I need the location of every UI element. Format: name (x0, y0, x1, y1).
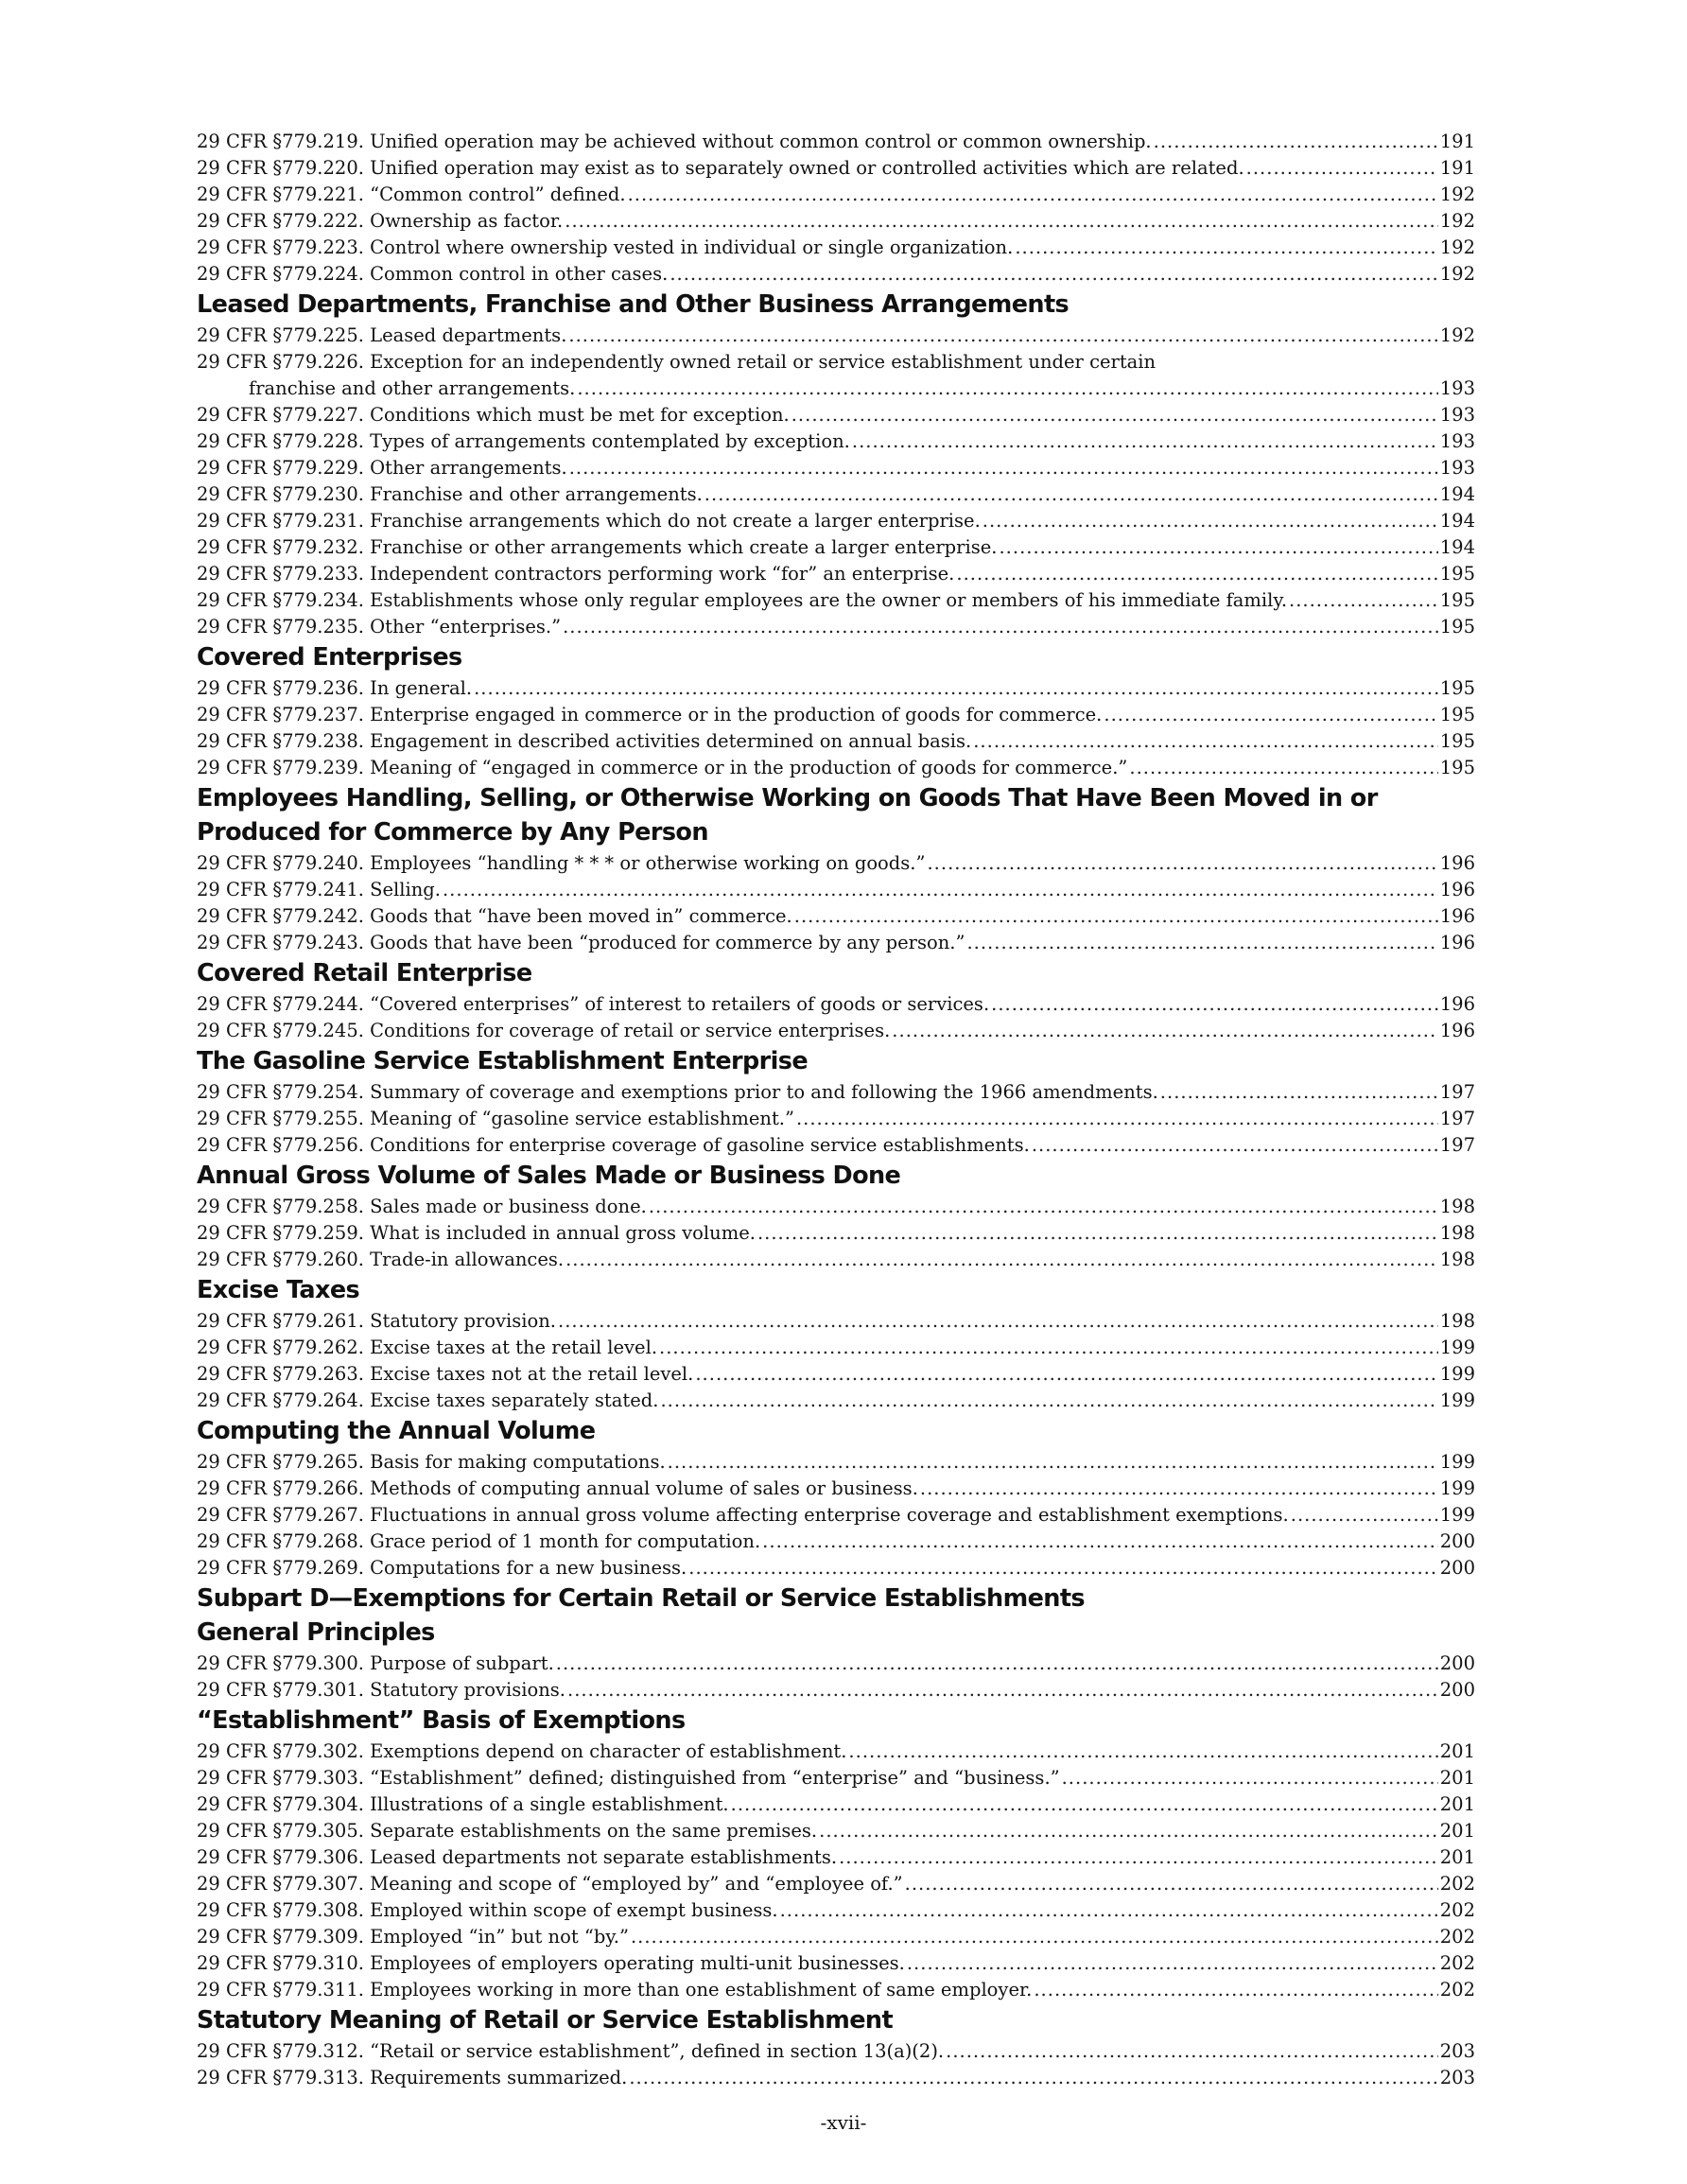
toc-entry-title: 29 CFR §779.305. Separate establishments on the same premises. (197, 1820, 818, 1842)
toc-page-number: 200 (1439, 1652, 1475, 1674)
toc-page-number: 200 (1439, 1679, 1475, 1701)
toc-entry[interactable] (197, 1476, 1475, 1502)
toc-entry[interactable] (197, 129, 1475, 155)
toc-entry[interactable] (197, 534, 1475, 561)
dot-leader (659, 1335, 1438, 1361)
dot-leader (848, 1738, 1437, 1765)
toc-entry-title: 29 CFR §779.225. Leased departments. (197, 324, 567, 346)
toc-page-number: 193 (1439, 430, 1475, 452)
toc-entry[interactable] (197, 1555, 1475, 1581)
toc-entry[interactable] (197, 182, 1475, 208)
toc-entry-title: 29 CFR §779.241. Selling. (197, 879, 441, 900)
toc-page-number: 193 (1439, 404, 1475, 426)
section-heading: The Gasoline Service Establishment Enterprise (197, 1047, 809, 1075)
toc-entry[interactable] (197, 235, 1475, 261)
section-heading: “Establishment” Basis of Exemptions (197, 1706, 686, 1735)
toc-page-number: 199 (1439, 1504, 1475, 1526)
toc-entry[interactable] (197, 1247, 1475, 1273)
toc-entry-title: 29 CFR §779.255. Meaning of “gasoline service establishment.” (197, 1108, 794, 1129)
dot-leader (670, 261, 1437, 288)
toc-entry-title: 29 CFR §779.302. Exemptions depend on character of establishment. (197, 1740, 847, 1762)
toc-entry[interactable] (197, 614, 1475, 640)
toc-entry[interactable] (197, 1871, 1475, 1897)
toc-page-number: 195 (1439, 589, 1475, 611)
dot-leader (568, 323, 1437, 349)
toc-entry-title: 29 CFR §779.243. Goods that have been “produced for commerce by any person.” (197, 932, 965, 953)
toc-page-number: 195 (1439, 730, 1475, 752)
dot-leader (1034, 1977, 1437, 2003)
toc-page-number: 197 (1439, 1134, 1475, 1156)
toc-entry-title: 29 CFR §779.237. Enterprise engaged in commerce or in the production of goods for commerce. (197, 704, 1103, 725)
dot-leader (649, 1194, 1438, 1220)
toc-entry-title: 29 CFR §779.239. Meaning of “engaged in commerce or in the production of goods for commerce.” (197, 757, 1128, 778)
toc-page-number: 192 (1439, 183, 1475, 205)
toc-entry-title: 29 CFR §779.301. Statutory provisions. (197, 1679, 565, 1701)
toc-entry-title: 29 CFR §779.261. Statutory provision. (197, 1310, 556, 1332)
toc-entry[interactable] (197, 481, 1475, 508)
toc-entry[interactable] (197, 155, 1475, 182)
toc-page-number: 199 (1439, 1363, 1475, 1385)
toc-entry[interactable] (197, 2038, 1475, 2065)
toc-entry[interactable] (197, 1651, 1475, 1677)
toc-entry-title: 29 CFR §779.254. Summary of coverage and exemptions prior to and following the 1966 amendments. (197, 1081, 1158, 1103)
dot-leader (905, 1871, 1438, 1897)
toc-entry[interactable] (197, 587, 1475, 614)
toc-entry[interactable] (197, 1529, 1475, 1555)
toc-entry-title: 29 CFR §779.220. Unified operation may exist as to separately owned or controlled activities which are related. (197, 157, 1244, 179)
toc-entry[interactable] (197, 349, 1475, 402)
toc-page-number: 202 (1439, 1873, 1475, 1895)
toc-page-number: 192 (1439, 324, 1475, 346)
toc-page-number: 195 (1439, 616, 1475, 638)
dot-leader (1291, 1502, 1438, 1529)
toc-entry[interactable] (197, 1335, 1475, 1361)
toc-entry-title: 29 CFR §779.259. What is included in annual gross volume. (197, 1222, 756, 1244)
dot-leader (852, 428, 1438, 455)
toc-entry[interactable] (197, 261, 1475, 288)
dot-leader (819, 1818, 1438, 1844)
dot-leader (567, 1677, 1438, 1704)
dot-leader (565, 208, 1438, 235)
toc-page-number: 195 (1439, 757, 1475, 778)
toc-entry[interactable] (197, 428, 1475, 455)
toc-entry[interactable] (197, 402, 1475, 428)
section-heading: Covered Enterprises (197, 643, 462, 672)
toc-entry[interactable] (197, 702, 1475, 728)
toc-page-number: 196 (1439, 879, 1475, 900)
toc-entry[interactable] (197, 1388, 1475, 1414)
dot-leader (927, 850, 1437, 877)
toc-page-number: 194 (1439, 536, 1475, 558)
toc-page-number: 196 (1439, 905, 1475, 927)
section-heading: Produced for Commerce by Any Person (197, 818, 708, 847)
toc-entry[interactable] (197, 455, 1475, 481)
toc-page-number: 198 (1439, 1249, 1475, 1270)
toc-entry-title: 29 CFR §779.307. Meaning and scope of “employed by” and “employee of.” (197, 1873, 903, 1895)
toc-page-number: 193 (1439, 457, 1475, 479)
toc-entry-title: 29 CFR §779.264. Excise taxes separately stated. (197, 1389, 659, 1411)
toc-page-number: 201 (1439, 1820, 1475, 1842)
toc-entry-title: 29 CFR §779.228. Types of arrangements contemplated by exception. (197, 430, 850, 452)
toc-entry[interactable] (197, 1361, 1475, 1388)
toc-entry-title: 29 CFR §779.309. Employed “in” but not “by.” (197, 1926, 629, 1948)
dot-leader (966, 930, 1437, 956)
toc-entry[interactable] (197, 755, 1475, 781)
toc-page-number: 191 (1439, 157, 1475, 179)
dot-leader (1246, 155, 1438, 182)
toc-entry-title: 29 CFR §779.240. Employees “handling * * * or otherwise working on goods.” (197, 852, 926, 874)
dot-leader (628, 182, 1438, 208)
toc-page-number: 196 (1439, 852, 1475, 874)
toc-entry[interactable] (197, 728, 1475, 755)
toc-page-number: 191 (1439, 131, 1475, 152)
toc-entry[interactable] (197, 930, 1475, 956)
dot-leader (1289, 587, 1438, 614)
toc-entry-title: 29 CFR §779.226. Exception for an independently owned retail or service establishment under certain (197, 351, 1157, 373)
dot-leader (973, 728, 1438, 755)
dot-leader (556, 1651, 1438, 1677)
dot-leader (983, 508, 1438, 534)
dot-leader (660, 1388, 1437, 1414)
toc-page-number: 202 (1439, 1899, 1475, 1921)
toc-entry[interactable] (197, 1308, 1475, 1335)
toc-entry[interactable] (197, 1950, 1475, 1977)
dot-leader (668, 1449, 1438, 1476)
section-heading: General Principles (197, 1618, 435, 1647)
toc-entry-title: 29 CFR §779.236. In general. (197, 677, 473, 699)
toc-entry[interactable] (197, 1765, 1475, 1791)
toc-entry-title: 29 CFR §779.222. Ownership as factor. (197, 210, 564, 232)
toc-entry[interactable] (197, 675, 1475, 702)
dot-leader (999, 534, 1437, 561)
dot-leader (577, 376, 1437, 402)
toc-entry-title: 29 CFR §779.232. Franchise or other arrangements which create a larger enterprise. (197, 536, 998, 558)
page-number: -xvii- (820, 2111, 867, 2134)
toc-entry-title: 29 CFR §779.312. “Retail or service establishment”, defined in section 13(a)(2). (197, 2040, 945, 2062)
toc-page-number: 196 (1439, 932, 1475, 953)
toc-entry-title: 29 CFR §779.269. Computations for a new business. (197, 1557, 687, 1579)
toc-entry-title: 29 CFR §779.238. Engagement in described activities determined on annual basis. (197, 730, 972, 752)
toc-page-number: 201 (1439, 1793, 1475, 1815)
toc-entry-title: 29 CFR §779.244. “Covered enterprises” of interest to retailers of goods or services. (197, 993, 990, 1015)
toc-entry[interactable] (197, 2065, 1475, 2091)
toc-entry-title: 29 CFR §779.256. Conditions for enterprise coverage of gasoline service establishments. (197, 1134, 1030, 1156)
toc-page-number: 192 (1439, 263, 1475, 285)
toc-entry-title: 29 CFR §779.311. Employees working in more than one establishment of same employer. (197, 1979, 1033, 2001)
toc-entry[interactable] (197, 561, 1475, 587)
section-heading: Annual Gross Volume of Sales Made or Business Done (197, 1162, 901, 1190)
toc-entry-title: 29 CFR §779.266. Methods of computing annual volume of sales or business. (197, 1477, 918, 1499)
toc-entry-title: 29 CFR §779.235. Other “enterprises.” (197, 616, 562, 638)
toc-entry[interactable] (197, 208, 1475, 235)
toc-entry-title: 29 CFR §779.304. Illustrations of a single establishment. (197, 1793, 729, 1815)
toc-entry-title: 29 CFR §779.234. Establishments whose only regular employees are the owner or members of his immediate family. (197, 589, 1288, 611)
toc-entry-title: 29 CFR §779.219. Unified operation may be achieved without common control or common ownership. (197, 131, 1152, 152)
dot-leader (631, 1924, 1438, 1950)
toc-page-number: 192 (1439, 236, 1475, 258)
dot-leader (991, 991, 1438, 1018)
toc-page-number: 201 (1439, 1767, 1475, 1789)
dot-leader (907, 1950, 1438, 1977)
toc-entry[interactable] (197, 1449, 1475, 1476)
toc-entry-title: 29 CFR §779.245. Conditions for coverage of retail or service enterprises. (197, 1020, 891, 1041)
toc-entry[interactable] (197, 1791, 1475, 1818)
toc-page-number: 194 (1439, 510, 1475, 532)
toc-page-number: 195 (1439, 563, 1475, 585)
toc-entry-title: 29 CFR §779.262. Excise taxes at the retail level. (197, 1337, 658, 1358)
dot-leader (780, 1897, 1438, 1924)
toc-entry[interactable] (197, 1079, 1475, 1106)
toc-entry-title: 29 CFR §779.258. Sales made or business done. (197, 1196, 647, 1217)
toc-entry[interactable] (197, 903, 1475, 930)
section-heading: Statutory Meaning of Retail or Service Establishment (197, 2006, 894, 2035)
toc-entry-title: 29 CFR §779.260. Trade-in allowances. (197, 1249, 565, 1270)
toc-entry-title: 29 CFR §779.300. Purpose of subpart. (197, 1652, 554, 1674)
dot-leader (794, 903, 1438, 930)
toc-entry[interactable] (197, 1018, 1475, 1044)
toc-page-number: 201 (1439, 1846, 1475, 1868)
toc-entry[interactable] (197, 1897, 1475, 1924)
toc-entry-title: 29 CFR §779.313. Requirements summarized. (197, 2067, 628, 2088)
toc-page-number: 196 (1439, 993, 1475, 1015)
dot-leader (892, 1018, 1437, 1044)
toc-entry[interactable] (197, 1677, 1475, 1704)
dot-leader (1104, 702, 1437, 728)
toc-entry-title: 29 CFR §779.231. Franchise arrangements which do not create a larger enterprise. (197, 510, 981, 532)
dot-leader (1062, 1765, 1438, 1791)
toc-page-number: 199 (1439, 1337, 1475, 1358)
toc-entry-title: 29 CFR §779.229. Other arrangements. (197, 457, 567, 479)
toc-page-number: 203 (1439, 2040, 1475, 2062)
section-heading: Employees Handling, Selling, or Otherwise Working on Goods That Have Been Moved in or (197, 784, 1378, 812)
toc-entry[interactable] (197, 1194, 1475, 1220)
toc-entry-title: 29 CFR §779.310. Employees of employers operating multi-unit businesses. (197, 1952, 905, 1974)
section-heading: Leased Departments, Franchise and Other Business Arrangements (197, 290, 1070, 319)
dot-leader (443, 877, 1438, 903)
dot-leader (762, 1529, 1438, 1555)
dot-leader (704, 481, 1438, 508)
toc-page-number: 193 (1439, 377, 1475, 399)
toc-entry[interactable] (197, 1977, 1475, 2003)
toc-entry[interactable] (197, 1502, 1475, 1529)
toc-page-number: 196 (1439, 1020, 1475, 1041)
dot-leader (791, 402, 1438, 428)
toc-page-number: 197 (1439, 1081, 1475, 1103)
toc-page-number: 198 (1439, 1196, 1475, 1217)
toc-page-number: 200 (1439, 1557, 1475, 1579)
toc-entry[interactable] (197, 1924, 1475, 1950)
dot-leader (731, 1791, 1438, 1818)
toc-page-number: 199 (1439, 1451, 1475, 1473)
toc-page-number: 198 (1439, 1310, 1475, 1332)
toc-entry-title: 29 CFR §779.265. Basis for making computations. (197, 1451, 666, 1473)
toc-entry-title: 29 CFR §779.306. Leased departments not separate establishments. (197, 1846, 838, 1868)
toc-entry-title: 29 CFR §779.242. Goods that “have been moved in” commerce. (197, 905, 792, 927)
dot-leader (629, 2065, 1437, 2091)
toc-entry-title: 29 CFR §779.263. Excise taxes not at the retail level. (197, 1363, 694, 1385)
toc-entry[interactable] (197, 1844, 1475, 1871)
toc-page-number: 195 (1439, 677, 1475, 699)
dot-leader (695, 1361, 1437, 1388)
dot-leader (1129, 755, 1437, 781)
section-heading: Covered Retail Enterprise (197, 959, 532, 987)
dot-leader (1032, 1132, 1438, 1159)
dot-leader (1154, 129, 1438, 155)
toc-entry-title: 29 CFR §779.267. Fluctuations in annual gross volume affecting enterprise coverage and establishment exemptions. (197, 1504, 1289, 1526)
toc-page-number: 197 (1439, 1108, 1475, 1129)
dot-leader (757, 1220, 1438, 1247)
toc-entry[interactable] (197, 1132, 1475, 1159)
toc-page-number: 202 (1439, 1979, 1475, 2001)
dot-leader (474, 675, 1438, 702)
dot-leader (920, 1476, 1438, 1502)
dot-leader (839, 1844, 1438, 1871)
toc-entry[interactable] (197, 1738, 1475, 1765)
toc-page-number: 200 (1439, 1530, 1475, 1552)
dot-leader (1160, 1079, 1438, 1106)
toc-entry[interactable] (197, 1818, 1475, 1844)
toc-entry[interactable] (197, 1106, 1475, 1132)
dot-leader (1015, 235, 1437, 261)
toc-page-number: 194 (1439, 483, 1475, 505)
toc-page-number: 202 (1439, 1926, 1475, 1948)
toc-page-number: 195 (1439, 704, 1475, 725)
toc-entry-title: 29 CFR §779.221. “Common control” defined. (197, 183, 626, 205)
dot-leader (565, 1247, 1438, 1273)
toc-entry-title: 29 CFR §779.233. Independent contractors performing work “for” an enterprise. (197, 563, 955, 585)
section-heading: Subpart D—Exemptions for Certain Retail or Service Establishments (197, 1584, 1086, 1613)
toc-page-number: 192 (1439, 210, 1475, 232)
table-of-contents (197, 129, 1475, 2091)
toc-entry[interactable] (197, 877, 1475, 903)
toc-page-number: 203 (1439, 2067, 1475, 2088)
toc-entry-title: 29 CFR §779.303. “Establishment” defined; distinguished from “enterprise” and “business.” (197, 1767, 1060, 1789)
toc-entry[interactable] (197, 323, 1475, 349)
toc-entry[interactable] (197, 1220, 1475, 1247)
toc-entry-title: 29 CFR §779.268. Grace period of 1 month for computation. (197, 1530, 761, 1552)
toc-page-number: 199 (1439, 1389, 1475, 1411)
toc-entry[interactable] (197, 991, 1475, 1018)
toc-entry-title-continued: franchise and other arrangements. (249, 377, 576, 399)
dot-leader (569, 455, 1438, 481)
dot-leader (688, 1555, 1438, 1581)
dot-leader (946, 2038, 1438, 2065)
section-heading: Excise Taxes (197, 1276, 360, 1304)
toc-entry-title: 29 CFR §779.224. Common control in other cases. (197, 263, 669, 285)
toc-entry-title: 29 CFR §779.230. Franchise and other arrangements. (197, 483, 703, 505)
toc-entry[interactable] (197, 508, 1475, 534)
toc-page-number: 201 (1439, 1740, 1475, 1762)
toc-entry-title: 29 CFR §779.223. Control where ownership vested in individual or single organization. (197, 236, 1014, 258)
dot-leader (563, 614, 1438, 640)
section-heading: Computing the Annual Volume (197, 1417, 596, 1445)
dot-leader (796, 1106, 1438, 1132)
toc-page-number: 198 (1439, 1222, 1475, 1244)
toc-entry-title: 29 CFR §779.227. Conditions which must be met for exception. (197, 404, 790, 426)
toc-page-number: 202 (1439, 1952, 1475, 1974)
toc-entry[interactable] (197, 850, 1475, 877)
dot-leader (956, 561, 1437, 587)
toc-page-number: 199 (1439, 1477, 1475, 1499)
toc-entry-title: 29 CFR §779.308. Employed within scope of exempt business. (197, 1899, 778, 1921)
dot-leader (558, 1308, 1438, 1335)
